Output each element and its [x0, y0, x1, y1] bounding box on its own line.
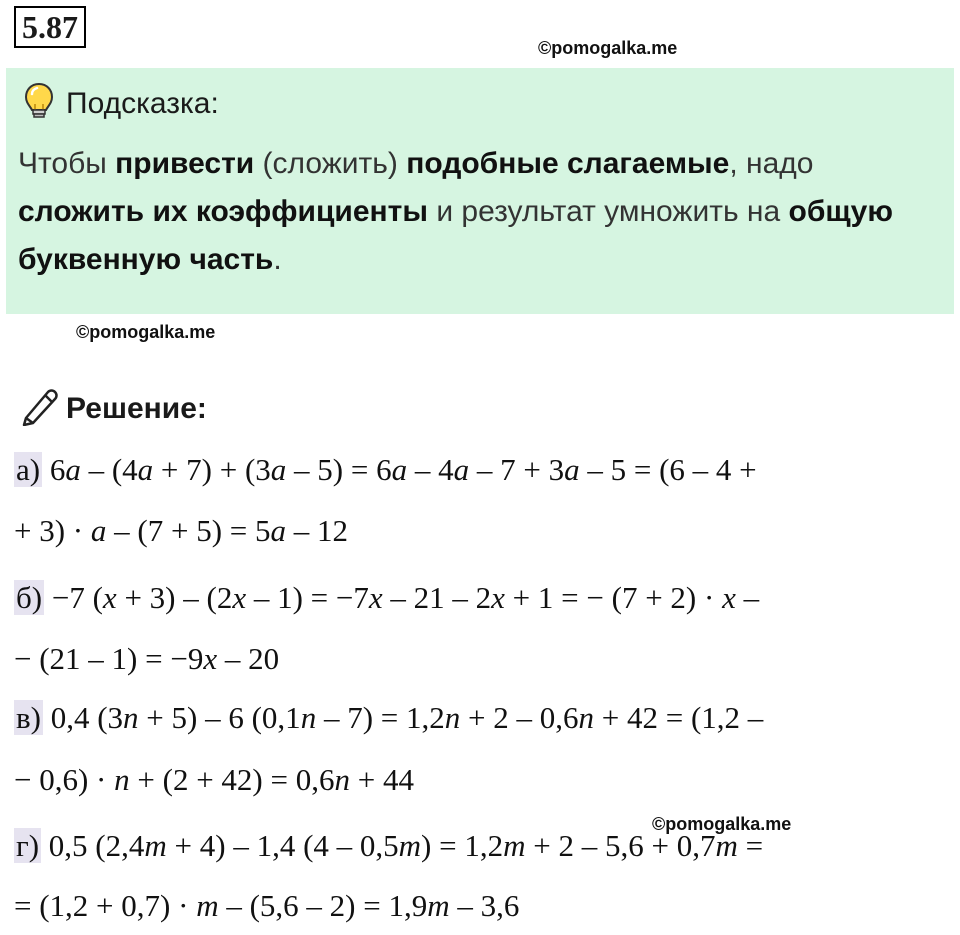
hint-run: .: [273, 243, 282, 276]
math-expression: −7 (x + 3) – (2x – 1) = −7x – 21 – 2x + 1 = − (7 + 2) · x –: [51, 580, 760, 615]
math-expression: − (21 – 1) = −9x – 20: [14, 641, 280, 676]
hint-run: , надо: [729, 147, 814, 180]
item-letter: б): [16, 580, 43, 615]
watermark: ©pomogalka.me: [76, 322, 216, 342]
math-expression: = (1,2 + 0,7) · m – (5,6 – 2) = 1,9m – 3,6: [14, 888, 520, 923]
hint-run: Чтобы: [18, 147, 116, 180]
item-letter: г): [16, 828, 40, 863]
watermark: ©pomogalka.me: [538, 38, 678, 58]
solution-line: [14, 828, 944, 864]
hint-emphasis: общую буквенную часть: [18, 195, 893, 276]
problem-number: 5.87: [14, 6, 86, 48]
math-expression: 0,4 (3n + 5) – 6 (0,1n – 7) = 1,2n + 2 – 0,6n + 42 = (1,2 –: [50, 700, 764, 735]
hint-run: и результат умножить на: [427, 195, 789, 228]
solution-line: [14, 580, 944, 616]
solution-line: [14, 452, 944, 488]
math-expression: − 0,6) · n + (2 + 42) = 0,6n + 44: [14, 762, 414, 797]
hint-title: Подсказка:: [66, 86, 219, 120]
lightbulb-icon: [24, 82, 54, 125]
math-expression: + 3) · a – (7 + 5) = 5a – 12: [14, 513, 349, 548]
math-expression: 0,5 (2,4m + 4) – 1,4 (4 – 0,5m) = 1,2m + 2 – 5,6 + 0,7m =: [48, 828, 764, 863]
solution-line: [14, 888, 944, 924]
math-expression: 6a – (4a + 7) + (3a – 5) = 6a – 4a – 7 + 3a – 5 = (6 – 4 +: [49, 452, 757, 487]
hint-emphasis: привести: [115, 147, 255, 180]
watermark: ©pomogalka.me: [652, 814, 792, 834]
solution-line: [14, 700, 944, 736]
solution-line: [14, 641, 944, 677]
solution-title: Решение:: [66, 391, 207, 425]
item-letter: а): [16, 452, 41, 487]
pencil-icon: [18, 386, 60, 431]
solution-header: [18, 386, 207, 431]
hint-run: (сложить): [254, 147, 407, 180]
hint-emphasis: подобные слагаемые: [406, 147, 730, 180]
item-letter: в): [16, 700, 41, 735]
solution-line: [14, 762, 944, 798]
hint-emphasis: сложить их коэффициенты: [18, 195, 428, 228]
hint-header: [24, 82, 219, 125]
hint-text: [18, 140, 938, 284]
hint-box: [6, 68, 954, 314]
solution-line: [14, 513, 944, 549]
